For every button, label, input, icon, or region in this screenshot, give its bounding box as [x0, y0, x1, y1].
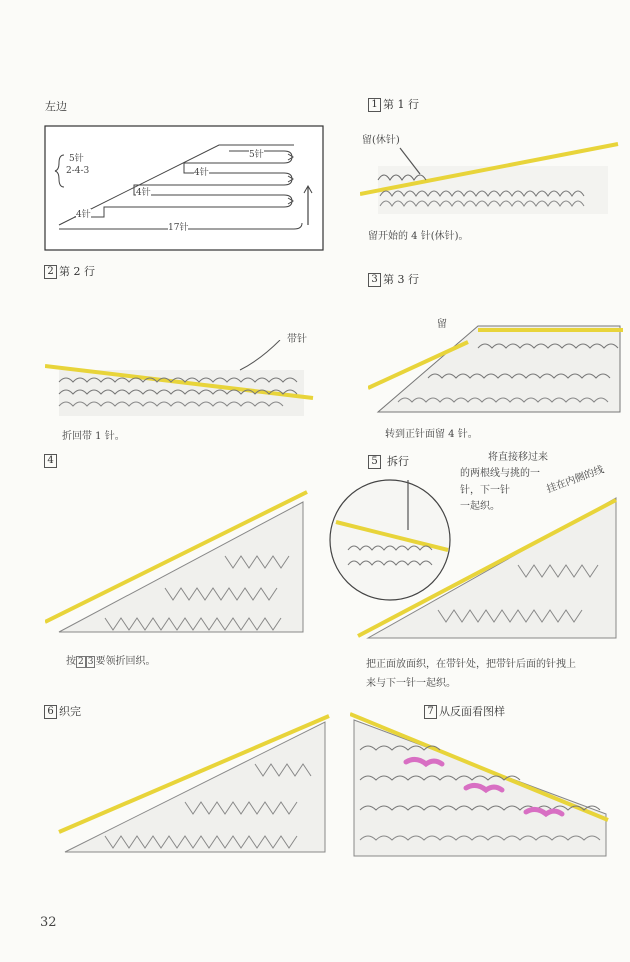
step-4-illustration [45, 488, 315, 638]
diagram-brace-line1: 5针 [69, 154, 84, 164]
step-4-caption-suffix: 要领折回织。 [95, 656, 156, 667]
section-title: 左边 [45, 100, 67, 113]
step-3-illustration [368, 308, 624, 418]
step-2-title [44, 265, 95, 279]
step-2-number: 2 [44, 265, 57, 279]
turning-rows-diagram [44, 125, 324, 251]
step-2-illustration [45, 340, 315, 420]
step-4-caption [66, 655, 155, 668]
step-1-number: 1 [368, 98, 381, 112]
step-4-title [44, 454, 59, 468]
step-5-note-line-2: 的两根线与挑的一 [460, 468, 540, 479]
page-number: 32 [40, 915, 57, 930]
step-3-number: 3 [368, 273, 381, 287]
step-4-ref-b: 3 [87, 657, 94, 667]
step-1-illustration [360, 140, 620, 220]
diagram-label-4a: 4针 [194, 168, 209, 178]
step-2-caption: 折回带 1 针。 [62, 431, 125, 442]
step-6-number: 6 [44, 705, 57, 719]
step-3-title-text: 第 3 行 [383, 273, 419, 286]
step-2-title-text: 第 2 行 [59, 265, 95, 278]
step-5-title-text: 拆行 [387, 455, 409, 468]
step-5-caption-line-1: 把正面放面织，在带针处，把带针后面的针拽上 [366, 659, 576, 670]
step-5-zoom-circle [330, 480, 450, 600]
step-4-ref-a: 2 [78, 657, 84, 667]
diagram-brace-line2: 2-4-3 [66, 166, 90, 176]
step-5-note-2: 挂在内侧的线 [545, 464, 606, 496]
step-7-title-text: 从反面看图样 [439, 705, 505, 718]
diagram-label-4b: 4针 [136, 188, 151, 198]
step-5-number: 5 [368, 455, 381, 469]
step-2-note: 带针 [287, 334, 307, 345]
step-1-title [368, 98, 419, 112]
step-1-note: 留(休针) [362, 135, 400, 146]
step-6-title-text: 织完 [59, 705, 81, 718]
step-1-caption: 留开始的 4 针(休针)。 [368, 231, 469, 242]
step-7-number: 7 [424, 705, 437, 719]
diagram-label-17: 17针 [168, 223, 189, 233]
step-4-caption-prefix: 按 [66, 656, 76, 667]
step-5-title [368, 455, 409, 469]
step-5-caption-line-2: 来与下一针一起织。 [366, 678, 456, 689]
step-1-title-text: 第 1 行 [383, 98, 419, 111]
step-5-note-line-4: 一起织。 [460, 501, 500, 512]
step-3-note: 留 [437, 319, 447, 330]
diagram-label-4c: 4针 [76, 210, 91, 220]
diagram-label-5: 5针 [249, 150, 264, 160]
step-5-illustration [328, 470, 618, 640]
step-4-number: 4 [44, 454, 57, 468]
step-5-note-line-3: 针，下一针 [460, 485, 510, 496]
step-3-caption: 转到正针面留 4 针。 [385, 429, 478, 440]
step-7-illustration [350, 710, 614, 860]
step-3-title [368, 273, 419, 287]
step-5-note-line-1: 将直接移过来 [488, 452, 548, 463]
step-6-illustration [45, 712, 335, 862]
